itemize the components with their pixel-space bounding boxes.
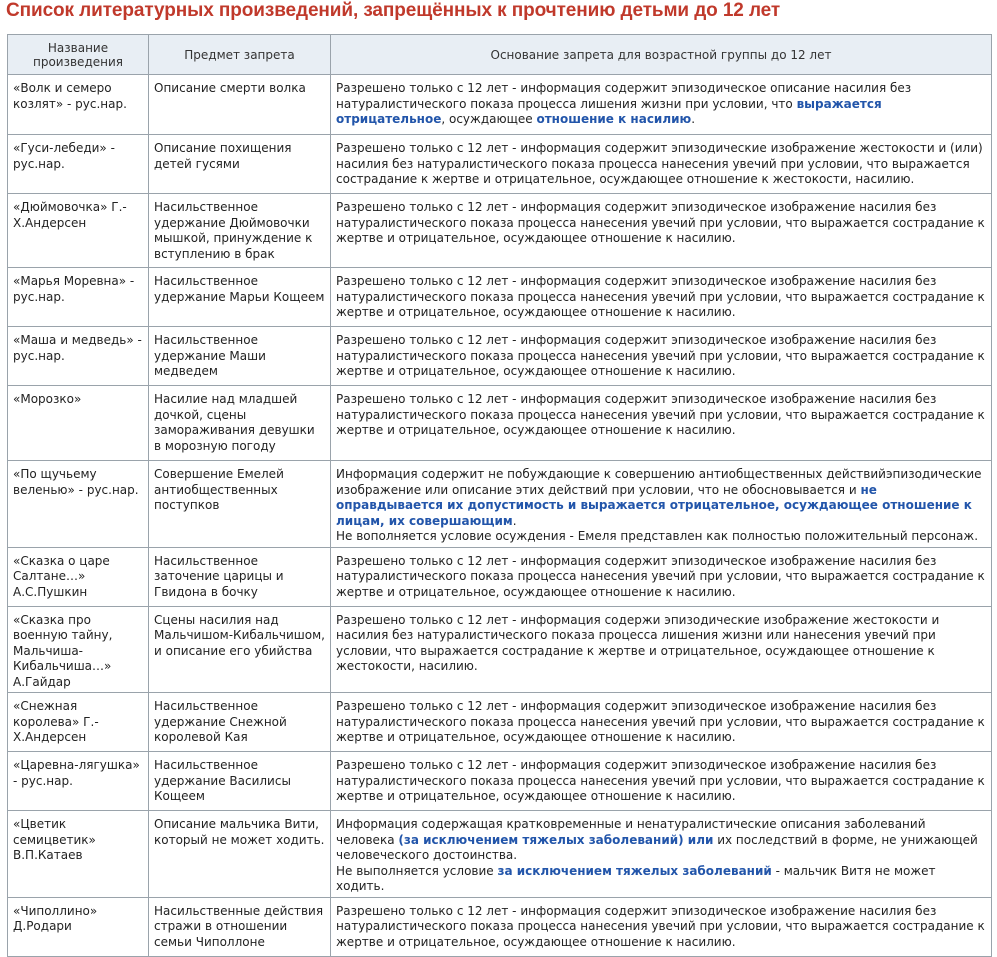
table-row — [8, 268, 992, 327]
ban-basis-cell — [331, 897, 992, 956]
ban-subject-cell: Насильственное удержание Марьи Кощеем — [149, 268, 331, 327]
ban-basis-cell — [331, 606, 992, 693]
basis-text: Разрешено только с 12 лет - информация содержи эпизодические изображение жестокости и насилия без натуралистического показа процесса лишения жизни или нанесения увечий при условии, что выражается сострадание к жертве и отрицательное, осуждающее отношение к жестокости, насилию. — [336, 612, 940, 673]
table-row — [8, 327, 992, 386]
basis-text: Информация содержащая кратковременные и ненатуралистические описания заболеваний человека — [336, 817, 926, 847]
work-title-cell: «Марья Моревна» - рус.нар. — [8, 268, 149, 327]
table-row — [8, 693, 992, 752]
ban-subject-cell: Насильственное заточение царицы и Гвидона в бочку — [149, 547, 331, 606]
table-row — [8, 897, 992, 956]
basis-text: Разрешено только с 12 лет - информация содержит эпизодическое изображение насилия без натуралистического показа процесса нанесения увечий при условии, что выражается сострадание к жертве и отрицательное, осуждающее отношение к насилию. — [336, 200, 985, 245]
ban-basis-cell — [331, 327, 992, 386]
basis-text: Разрешено только с 12 лет - информация содержит эпизодические изображение жестокости и (или) насилия без натуралистического показа процесса нанесения увечий при условии, что выражается сострадание к жертве и отрицательное, осуждающее отношение к жестокости, насилию. — [336, 141, 983, 186]
basis-text: Разрешено только с 12 лет - информация содержит эпизодическое изображение насилия без натуралистического показа процесса нанесения увечий при условии, что выражается сострадание к жертве и отрицательное, осуждающее отношение к насилию. — [336, 758, 985, 803]
highlighted-text: выражается отрицательное — [336, 96, 882, 126]
basis-text: . — [691, 112, 696, 126]
ban-basis-cell — [331, 268, 992, 327]
basis-text: Не вополняется условие осуждения - Емеля представлен как полностью положительный персонаж. — [336, 529, 979, 543]
basis-text: Разрешено только с 12 лет - информация содержит эпизодическое изображение насилия без натуралистического показа процесса нанесения увечий при условии, что выражается сострадание к жертве и отрицательное, осуждающее отношение к насилию. — [336, 553, 985, 599]
basis-text: , осуждающее — [441, 112, 537, 126]
header-subject: Предмет запрета — [149, 35, 331, 75]
ban-subject-cell: Насильственное удержание Снежной королевой Кая — [149, 693, 331, 752]
ban-subject-cell: Насильственное удержание Маши медведем — [149, 327, 331, 386]
ban-basis-cell — [331, 194, 992, 268]
work-title-cell: «Сказка про военную тайну, Мальчиша-Кибальчиша…» А.Гайдар — [8, 606, 149, 693]
basis-text: Разрешено только с 12 лет - информация содержит эпизодическое изображение насилия без натуралистического показа процесса нанесения увечий при условии, что выражается сострадание к жертве и отрицательное, осуждающее отношение к насилию. — [336, 903, 985, 949]
ban-basis-cell — [331, 386, 992, 461]
work-title-cell: «Маша и медведь» - рус.нар. — [8, 327, 149, 386]
basis-text: - мальчик Витя не может ходить. — [336, 863, 936, 893]
table-row — [8, 752, 992, 811]
work-title-cell: «Снежная королева» Г.-Х.Андерсен — [8, 693, 149, 752]
ban-subject-cell: Насилие над младшей дочкой, сцены замораживания девушки в морозную погоду — [149, 386, 331, 461]
ban-subject-cell: Насильственное удержание Василисы Кощеем — [149, 752, 331, 811]
highlighted-text: не оправдывается их допустимость и выражается отрицательное, осуждающее отношение к лицам, их совершающим — [336, 482, 972, 528]
ban-subject-cell: Описание мальчика Вити, который не может ходить. — [149, 811, 331, 898]
work-title-cell: «Царевна-лягушка» - рус.нар. — [8, 752, 149, 811]
header-basis: Основание запрета для возрастной группы до 12 лет — [331, 35, 992, 75]
table-row — [8, 461, 992, 548]
ban-subject-cell: Совершение Емелей антиобщественных поступков — [149, 461, 331, 548]
ban-basis-cell — [331, 752, 992, 811]
work-title-cell: «Морозко» — [8, 386, 149, 461]
work-title-cell: «Сказка о царе Салтане…» А.С.Пушкин — [8, 547, 149, 606]
basis-text: . — [512, 513, 517, 528]
table-row — [8, 811, 992, 898]
basis-text: их последствий в форме, не унижающей человеческого достоинства. — [336, 832, 978, 862]
ban-basis-cell — [331, 135, 992, 194]
banned-works-table — [7, 34, 992, 957]
ban-subject-cell: Описание похищения детей гусями — [149, 135, 331, 194]
highlighted-text: отношение к насилию — [536, 112, 692, 126]
basis-text: Не выполняется условие — [336, 863, 498, 878]
table-row — [8, 135, 992, 194]
basis-text: Разрешено только с 12 лет - информация содержит эпизодическое изображение насилия без натуралистического показа процесса нанесения увечий при условии, что выражается сострадание к жертве и отрицательное, осуждающее отношение к насилию. — [336, 699, 985, 744]
table-body — [8, 75, 992, 957]
ban-basis-cell — [331, 811, 992, 898]
ban-subject-cell: Насильственное удержание Дюймовочки мышкой, принуждение к вступлению в брак — [149, 194, 331, 268]
ban-basis-cell — [331, 461, 992, 548]
basis-text: Разрешено только с 12 лет - информация содержит эпизодическое описание насилия без натуралистического показа процесса лишения жизни при условии, что — [336, 81, 912, 111]
ban-basis-cell — [331, 693, 992, 752]
work-title-cell: «По щучьему веленью» - рус.нар. — [8, 461, 149, 548]
table-header-row — [8, 35, 992, 75]
basis-text: Разрешено только с 12 лет - информация содержит эпизодическое изображение насилия без натуралистического показа процесса нанесения увечий при условии, что выражается сострадание к жертве и отрицательное, осуждающее отношение к насилию. — [336, 392, 985, 437]
ban-subject-cell: Сцены насилия над Мальчишом-Кибальчишом, и описание его убийства — [149, 606, 331, 693]
highlighted-text: (за исключением тяжелых заболеваний) или — [398, 832, 714, 847]
work-title-cell: «Волк и семеро козлят» - рус.нар. — [8, 75, 149, 135]
basis-text: Разрешено только с 12 лет - информация содержит эпизодическое изображение насилия без натуралистического показа процесса нанесения увечий при условии, что выражается сострадание к жертве и отрицательное, осуждающее отношение к насилию. — [336, 274, 985, 319]
ban-subject-cell: Описание смерти волка — [149, 75, 331, 135]
table-row — [8, 547, 992, 606]
basis-text: Разрешено только с 12 лет - информация содержит эпизодическое изображение насилия без натуралистического показа процесса нанесения увечий при условии, что выражается сострадание к жертве и отрицательное, осуждающее отношение к насилию. — [336, 333, 985, 378]
ban-subject-cell: Насильственные действия стражи в отношении семьи Чиполлоне — [149, 897, 331, 956]
work-title-cell: «Чиполлино» Д.Родари — [8, 897, 149, 956]
ban-basis-cell — [331, 75, 992, 135]
highlighted-text: за исключением тяжелых заболеваний — [497, 863, 772, 878]
table-row — [8, 194, 992, 268]
table-row — [8, 606, 992, 693]
table-row — [8, 75, 992, 135]
page-title: Список литературных произведений, запрещённых к прочтению детьми до 12 лет — [6, 0, 781, 21]
table-row — [8, 386, 992, 461]
ban-basis-cell — [331, 547, 992, 606]
basis-text: Информация содержит не побуждающие к совершению антиобщественных действийэпизодические изображение или описание этих действий при условии, что не обосновывается и — [336, 467, 982, 497]
work-title-cell: «Дюймовочка» Г.-Х.Андерсен — [8, 194, 149, 268]
header-work: Название произведения — [8, 35, 149, 75]
work-title-cell: «Гуси-лебеди» - рус.нар. — [8, 135, 149, 194]
work-title-cell: «Цветик семицветик» В.П.Катаев — [8, 811, 149, 898]
